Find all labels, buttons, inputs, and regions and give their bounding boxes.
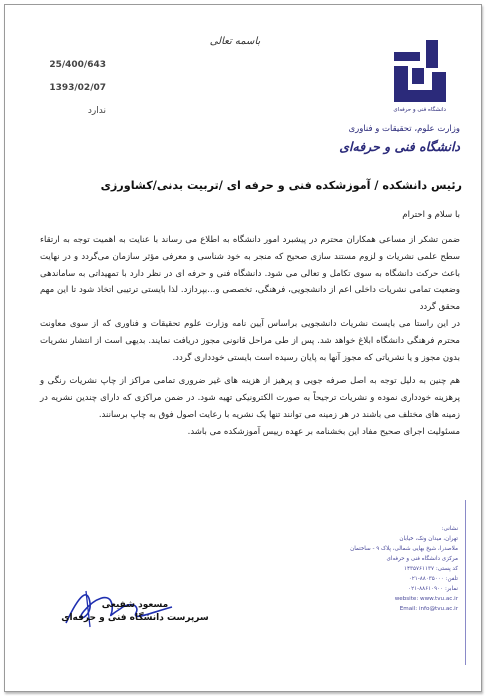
letter-attachment: ندارد <box>87 106 106 116</box>
recipient-line: رئیس دانشکده / آموزشکده فنی و حرفه ای /تربیت بدنی/کشاورزی <box>100 179 462 192</box>
bismillah-heading: باسمه تعالی <box>209 36 261 47</box>
footer-contact <box>350 524 458 614</box>
footer-line[interactable]: website: www.tvu.ac.ir <box>394 596 458 602</box>
footer-line: تلفن: ۸۸۰۳۵۰۰۰-۰۲۱ <box>408 576 458 582</box>
letter-date: 1393/02/07 <box>49 83 106 93</box>
letter-number: 25/400/643 <box>49 60 106 70</box>
footer-line: مرکزی دانشگاه فنی و حرفه‌ای <box>386 556 458 562</box>
university-name: دانشگاه فنی و حرفه‌ای <box>339 139 460 154</box>
footer-line: کد پستی: ۱۴۳۵۷۶۱۱۳۷ <box>404 566 458 572</box>
signer-name: مسعود شفیعی <box>101 600 169 610</box>
body-paragraph: مسئولیت اجرای صحیح مفاد این بخشنامه بر عهده رییس آموزشکده می باشد. <box>187 426 460 437</box>
signer-title: سرپرست دانشگاه فنی و حرفه‌ای <box>61 613 209 623</box>
signature-block <box>60 600 210 623</box>
footer-line: نشانی: <box>441 526 458 532</box>
letter-body <box>40 232 460 441</box>
footer-line: ملاصدرا، شیخ بهایی شمالی، پلاک ۹ - ساختمان <box>350 546 458 552</box>
logo-caption: دانشگاه فنی و حرفه‌ای <box>393 107 446 113</box>
footer-line: نمابر: ۸۸۶۱۰۹۰۰-۰۲۱ <box>408 586 458 592</box>
body-paragraph: در این راستا می بایست نشریات دانشجویی براساس آیین نامه وزارت علوم تحقیقات و فناوری که از سوی معاونت محترم فرهنگی دانشگاه ابلاغ خواهد شد. پس از طی مراحل قانونی مجوز دریافت نمایند. بدیهی است از انتشار نشریات بدون مجوز و یا نشریاتی که مجوز آنها به پایان رسیده است بایستی خودداری گردد. <box>40 318 460 363</box>
footer-line[interactable]: Email: info@tvu.ac.ir <box>399 606 458 612</box>
body-paragraph: هم چنین به دلیل توجه به اصل صرفه جویی و پرهیز از هزینه های غیر ضروری تمامی مراکز از چاپ نشریات رنگی و پرهزینه خودداری نموده و نشریات ترجیحاً به صورت الکترونیکی تهیه شود. در ضمن مراکزی که دارای چندین نشریه در زمینه های مختلف می باشند در هر زمینه می توانند تنها یک نشریه با رعایت اصول فوق به چاپ برسانند. <box>40 376 460 420</box>
salutation: با سلام و احترام <box>402 210 460 220</box>
ministry-name: وزارت علوم، تحقیقات و فناوری <box>348 124 460 134</box>
university-logo-icon <box>388 38 450 114</box>
footer-line: تهران، میدان ونک، خیابان <box>399 536 458 542</box>
footer-divider <box>465 500 466 665</box>
body-paragraph: ضمن تشکر از مساعی همکاران محترم در پیشبرد امور دانشگاه به اطلاع می رساند با عنایت به اهمیت توجه به ارتقاء سطح علمی نشریات و لزوم مستند سازی صحیح که منجر به خود شناسی و معرفی مؤثر سازمان می‌گردد و در نهایت باعث حرکت دانشگاه به سوی تکامل و تعالی می شود. دانشگاه فنی و حرفه ای در نظر دارد با تمهیداتی به ساماندهی وضعیت تمامی نشریات داخلی اعم از دانشجویی، فرهنگی، تخصصی و...بپردازد. لذا بایستی ترتیبی اتخاذ شود تا این مهم محقق گردد <box>40 235 460 313</box>
